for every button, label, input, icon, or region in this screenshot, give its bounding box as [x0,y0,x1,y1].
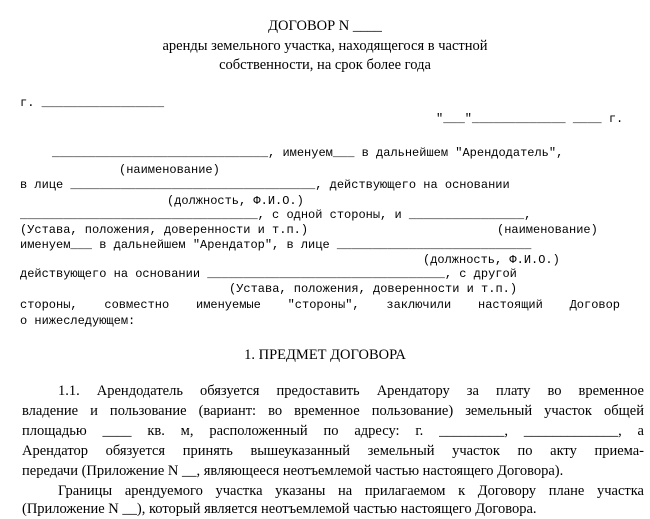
preamble-line-representative: в лице __________________________________, действующего на основании [20,178,510,192]
section-heading: 1. ПРЕДМЕТ ДОГОВОРА [244,347,406,363]
paragraph-1-1-line5: передачи (Приложение N __, являющееся неотъемлемой частью настоящего Договора). [22,463,564,479]
preamble-hint-position-2: (должность, Ф.И.О.) [423,253,560,267]
paragraph-1-1-line4: Арендатор обязуется принять вышеуказанный земельный участок по акту приема- [22,443,644,459]
preamble-hint-charter-2: (Устава, положения, доверенности и т.п.) [229,282,518,296]
preamble-line-basis-2: действующего на основании _________________________________, с другой [20,267,517,281]
preamble-line-basis: _________________________________, с одной стороны, и ________________, [20,208,532,222]
preamble-line-lessor: ______________________________, именуем___ в дальнейшем "Арендодатель", [52,146,564,160]
preamble-hint-position: (должность, Ф.И.О.) [167,194,304,208]
paragraph-1-1-line3: площадью ____ кв. м, расположенный по адресу: г. _________, _____________, а [22,423,644,439]
paragraph-1-1-line2: владение и пользование (вариант: во временное пользование) земельный участок общей [22,403,644,419]
preamble-line-agreement: о нижеследующем: [20,314,136,328]
document-title: ДОГОВОР N ____ [268,18,382,34]
paragraph-borders-line1: Границы арендуемого участка указаны на прилагаемом к Договору плане участка [58,483,644,499]
preamble-line-parties: стороны, совместно именуемые "стороны", заключили настоящий Договор [20,298,620,312]
preamble-line-lessee: именуем___ в дальнейшем "Арендатор", в лице ___________________________ [20,238,532,252]
preamble-hint-name: (наименование) [119,163,220,177]
preamble-hint-name-2: (наименование) [497,223,598,237]
preamble-hint-charter: (Устава, положения, доверенности и т.п.) [20,223,309,237]
paragraph-borders-line2: (Приложение N __), который является неотъемлемой частью настоящего Договора. [22,501,537,517]
paragraph-1-1-line1: 1.1. Арендодатель обязуется предоставить Арендатору за плату во временное [58,383,644,399]
document-subtitle-line1: аренды земельного участка, находящегося в частной [162,38,488,54]
document-subtitle-line2: собственности, на срок более года [219,57,431,73]
city-line: г. _________________ [20,96,165,110]
date-line: "___"_____________ ____ г. [436,112,624,126]
